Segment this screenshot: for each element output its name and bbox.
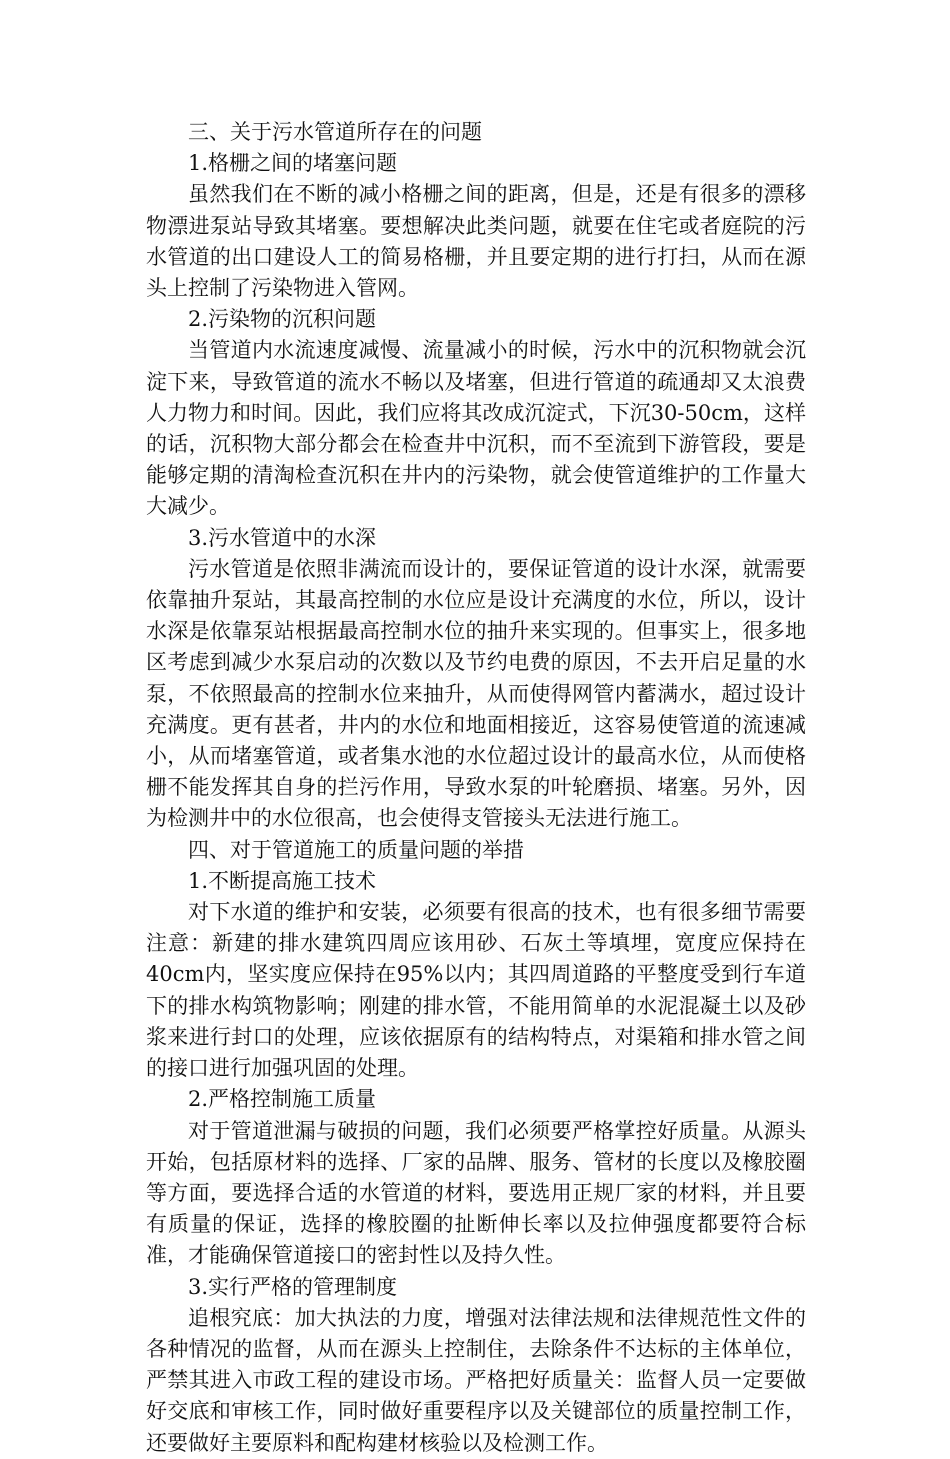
section-heading-4: 四、对于管道施工的质量问题的举措 (188, 837, 524, 862)
subheading-4-2: 2.严格控制施工质量 (188, 1087, 377, 1112)
paragraph-sediment: 当管道内水流速度减慢、流量减小的时候，污水中的沉积物就会沉淀下来，导致管道的流水不畅以及堵塞，但进行管道的疏通却又太浪费人力物力和时间。因此，我们应将其改成沉淀式，下沉30-50cm，这样的话，沉积物大部分都会在检查井中沉积，而不至流到下游管段，要是能够定期的清淘检查沉积在井内的污染物，就会使管道维护的工作量大大减少。 (146, 338, 806, 519)
paragraph-management-system: 追根究底：加大执法的力度，增强对法律法规和法律规范性文件的各种情况的监督，从而在源头上控制住，去除条件不达标的主体单位，严禁其进入市政工程的建设市场。严格把好质量关：监督人员一定要做好交底和审核工作，同时做好重要程序以及关键部位的质量控制工作，还要做好主要原料和配构建材核验以及检测工作。 (146, 1305, 806, 1455)
paragraph-quality-control: 对于管道泄漏与破损的问题，我们必须要严格掌控好质量。从源头开始，包括原材料的选择、厂家的品牌、服务、管材的长度以及橡胶圈等方面，要选择合适的水管道的材料，要选用正规厂家的材料，并且要有质量的保证，选择的橡胶圈的扯断伸长率以及拉伸强度都要符合标准，才能确保管道接口的密封性以及持久性。 (146, 1118, 806, 1268)
paragraph-grating-blockage: 虽然我们在不断的减小格栅之间的距离，但是，还是有很多的漂移物漂进泵站导致其堵塞。要想解决此类问题，就要在住宅或者庭院的污水管道的出口建设人工的简易格栅，并且要定期的进行打扫，从而在源头上控制了污染物进入管网。 (146, 182, 806, 301)
document-body (146, 117, 806, 1459)
subheading-3-2: 2.污染物的沉积问题 (188, 307, 377, 332)
subheading-3-3: 3.污水管道中的水深 (188, 525, 377, 550)
section-heading-3: 三、关于污水管道所存在的问题 (188, 120, 482, 144)
subheading-4-1: 1.不断提高施工技术 (188, 868, 377, 893)
paragraph-water-depth: 污水管道是依照非满流而设计的，要保证管道的设计水深，就需要依靠抽升泵站，其最高控制的水位应是设计充满度的水位，所以，设计水深是依靠泵站根据最高控制水位的抽升来实现的。但事实上，很多地区考虑到减少水泵启动的次数以及节约电费的原因，不去开启足量的水泵，不依照最高的控制水位来抽升，从而使得网管内蓄满水，超过设计充满度。更有甚者，井内的水位和地面相接近，这容易使管道的流速减小，从而堵塞管道，或者集水池的水位超过设计的最高水位，从而使格栅不能发挥其自身的拦污作用，导致水泵的叶轮磨损、堵塞。另外，因为检测井中的水位很高，也会使得支管接头无法进行施工。 (146, 556, 806, 831)
subheading-4-3: 3.实行严格的管理制度 (188, 1274, 398, 1299)
subheading-3-1: 1.格栅之间的堵塞问题 (188, 151, 398, 176)
paragraph-construction-technique: 对下水道的维护和安装，必须要有很高的技术，也有很多细节需要注意：新建的排水建筑四周应该用砂、石灰土等填埋，宽度应保持在40cm内，坚实度应保持在95%以内；其四周道路的平整度受到行车道下的排水构筑物影响；刚建的排水管，不能用简单的水泥混凝土以及砂浆来进行封口的处理，应该依据原有的结构特点，对渠箱和排水管之间的接口进行加强巩固的处理。 (146, 900, 806, 1081)
